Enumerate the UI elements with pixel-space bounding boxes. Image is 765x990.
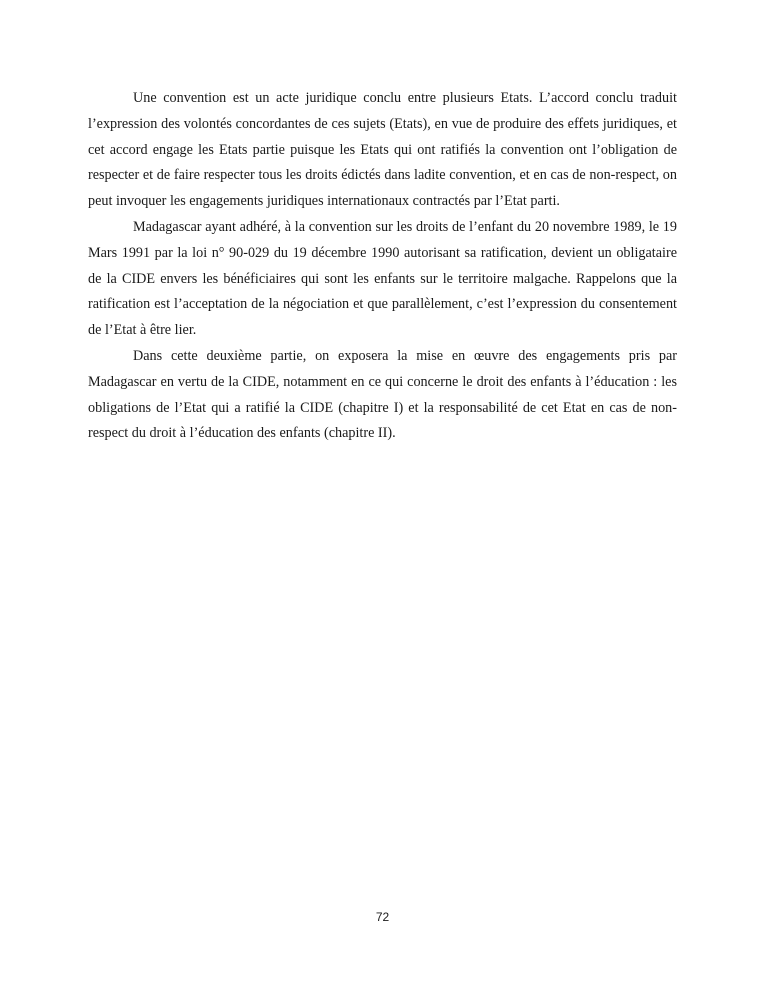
paragraph-second-part-intro: Dans cette deuxième partie, on exposera la mise en œuvre des engagements pris par Madagascar en vertu de la CIDE, notamment en ce qui concerne le droit des enfants à l’éducation : les obligations de l’Etat qui a ratifié la CIDE (chapitre I) et la responsabilité de cet Etat en cas de non-respect du droit à l’éducation des enfants (chapitre II). [88,347,677,442]
page-number: 72 [375,910,390,924]
paragraph-convention-definition: Une convention est un acte juridique conclu entre plusieurs Etats. L’accord conclu traduit l’expression des volontés concordantes de ces sujets (Etats), en vue de produire des effets juridiques, et cet accord engage les Etats partie puisque les Etats qui ont ratifiés la convention ont l’obligation de respecter et de faire respecter tous les droits édictés dans ladite convention, et en cas de non-respect, on peut invoquer les engagements juridiques internationaux contractés par l’Etat parti. [88,90,677,210]
body-text [88,86,677,447]
paragraph-madagascar-ratification: Madagascar ayant adhéré, à la convention sur les droits de l’enfant du 20 novembre 1989, le 19 Mars 1991 par la loi n° 90-029 du 19 décembre 1990 autorisant sa ratification, devient un obligataire de la CIDE envers les bénéficiaires qui sont les enfants sur le territoire malgache. Rappelons que la ratification est l’acceptation de la négociation et que parallèlement, c’est l’expression du consentement de l’Etat à être lier. [88,218,677,339]
